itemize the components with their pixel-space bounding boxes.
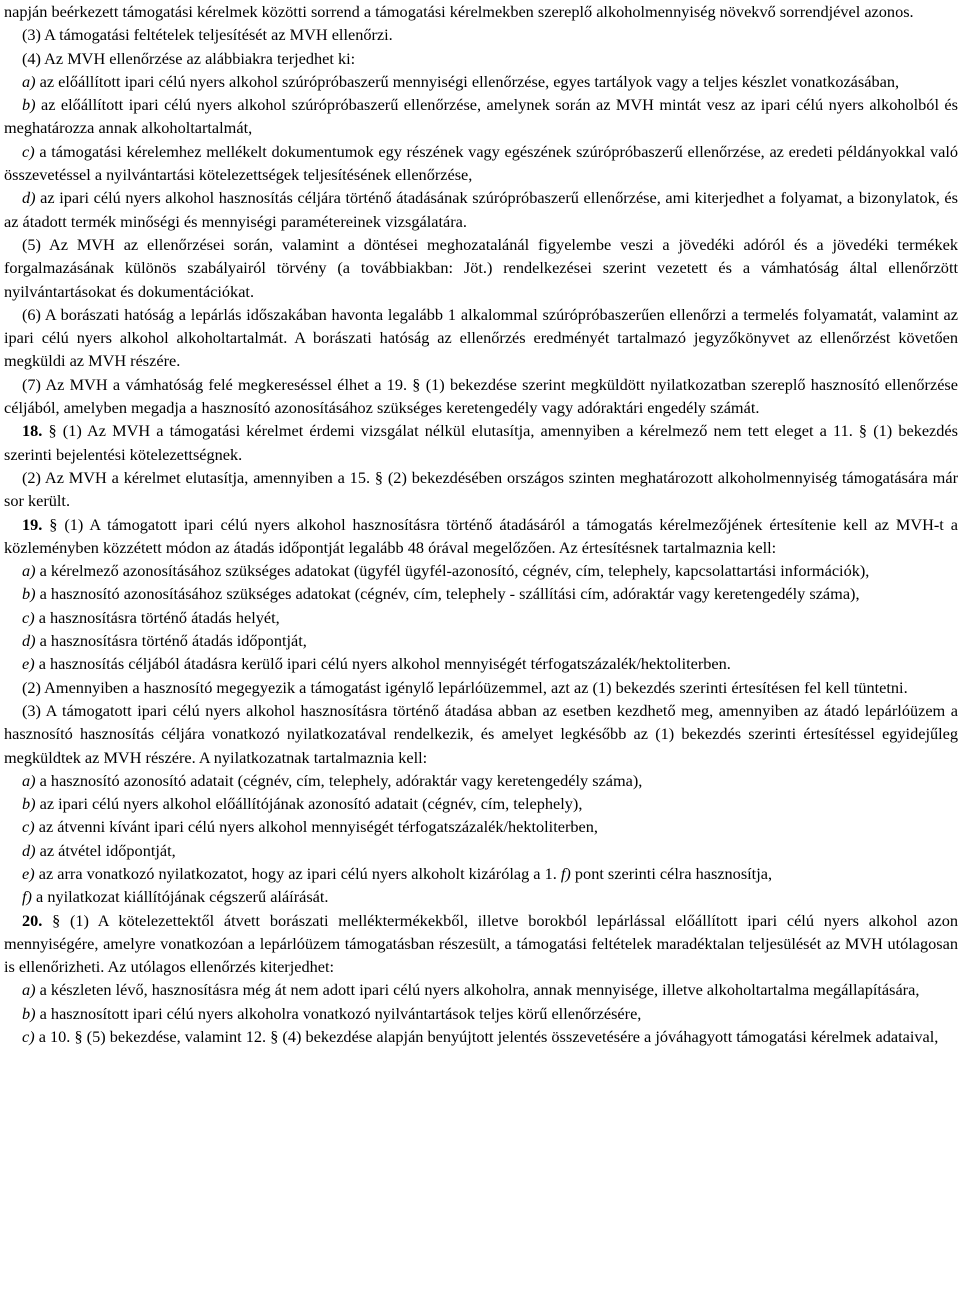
paragraph-text: (5) Az MVH az ellenőrzései során, valamint a döntései meghozatalánál figyelembe veszi a jövedéki adóról és a jövedéki termékek forgalmazásának különös szabályairól törvény (a továbbiakban: Jöt.) rendelkezései szerint vezetett és a vámhatóság által ellenőrzött nyilvántartásokat és dokumentációkat. [4, 234, 958, 301]
paragraph-p11 [4, 466, 958, 513]
paragraph-p10 [4, 419, 958, 466]
item-label: b) [22, 794, 36, 814]
paragraph-text: a készleten lévő, hasznosításra még át nem adott ipari célú nyers alkoholra, annak mennyisége, illetve alkoholtartalma megállapítására, [35, 980, 920, 1000]
paragraph-text: (3) A támogatott ipari célú nyers alkohol hasznosításra történő átadása abban az esetben kezdhető meg, amennyiben az átadó lepárlóüzem a hasznosító hasznosítás céljára vonatkozó nyilatkozatával rendelkezik, és amelyet legkésőbb az (1) bekezdés szerinti értesítéssel egyidejűleg megküldtek az MVH részére. A nyilatkozatnak tartalmaznia kell: [4, 700, 958, 767]
item-label: b) [22, 95, 36, 115]
paragraph-p7 [4, 233, 958, 303]
paragraph-p26 [4, 909, 958, 979]
paragraph-text: (6) A borászati hatóság a lepárlás időszakában havonta legalább 1 alkalommal szúrópróbaszerűen ellenőrzi a termelés folyamatát, valamint az ipari célú nyers alkohol alkoholtartalmát. A borászati hatóság az ellenőrzés eredményét tartalmazó jegyzőkönyvet az ellenőrzést követően megküldi az MVH részére. [4, 304, 958, 371]
paragraph-text: az ipari célú nyers alkohol hasznosítás céljára történő átadásának szúrópróbaszerű ellenőrzése, ami kiterjedhet a folyamat, a bizonylatok, és az átadott termék minőségi és mennyiségi paramétereinek vizsgálatára. [4, 188, 958, 231]
paragraph-p13 [4, 559, 958, 582]
paragraph-text: (4) Az MVH ellenőrzése az alábbiakra terjedhet ki: [22, 48, 356, 68]
item-label: d) [22, 840, 36, 860]
paragraph-p15 [4, 606, 958, 629]
paragraph-p22 [4, 815, 958, 838]
paragraph-text: az előállított ipari célú nyers alkohol szúrópróbaszerű ellenőrzése, amelynek során az MVH mintát vesz az ipari célú nyers alkoholból és meghatározza annak alkoholtartalmát, [4, 95, 958, 138]
item-label: c) [22, 141, 35, 161]
paragraph-p25 [4, 885, 958, 908]
paragraph-text: az előállított ipari célú nyers alkohol szúrópróbaszerű mennyiségi ellenőrzése, egyes tartályok vagy a teljes készlet vonatkozásában, [35, 71, 900, 91]
item-label: a) [22, 980, 36, 1000]
paragraph-text: az arra vonatkozó nyilatkozatot, hogy az ipari célú nyers alkoholt kizárólag a 1. [34, 863, 561, 883]
paragraph-text: napján beérkezett támogatási kérelmek közötti sorrend a támogatási kérelmekben szereplő alkoholmennyiség növekvő sorrendjével azonos. [4, 2, 914, 21]
paragraph-text: a hasznosítás céljából átadásra kerülő ipari célú nyers alkohol mennyiségét térfogatszázalék/hektoliterben. [34, 654, 731, 674]
paragraph-text: az átvenni kívánt ipari célú nyers alkohol mennyiségét térfogatszázalék/hektoliterben, [34, 817, 598, 837]
paragraph-p16 [4, 629, 958, 652]
paragraph-text: (3) A támogatási feltételek teljesítését az MVH ellenőrzi. [22, 25, 393, 45]
paragraph-text: § (1) A támogatott ipari célú nyers alkohol hasznosításra történő átadásáról a támogatás kérelmezőjének értesítenie kell az MVH-t a közleményben közzétett módon az átadás időpontját legalább 48 órával megelőzően. Az értesítésnek tartalmaznia kell: [4, 514, 958, 557]
item-label: e) [22, 654, 35, 674]
paragraph-p4 [4, 93, 958, 140]
item-label: f) [22, 887, 32, 907]
paragraph-p19 [4, 699, 958, 769]
paragraph-text: a hasznosító azonosító adatait (cégnév, cím, telephely, adóraktár vagy keretengedély száma), [35, 770, 643, 790]
item-label: f) [560, 863, 571, 883]
paragraph-p8 [4, 303, 958, 373]
section-number: 19. [22, 514, 43, 534]
item-label: a) [22, 71, 36, 91]
paragraph-text: az ipari célú nyers alkohol előállítójának azonosító adatait (cégnév, cím, telephely), [35, 794, 583, 814]
paragraph-text: a hasznosító azonosításához szükséges adatokat (cégnév, cím, telephely - szállítási cím, adóraktár vagy keretengedély száma), [35, 584, 860, 604]
paragraph-p21 [4, 792, 958, 815]
paragraph-text: § (1) Az MVH a támogatási kérelmet érdemi vizsgálat nélkül elutasítja, amennyiben a kérelmező nem tett eleget a 11. § (1) bekezdés szerinti bejelentési kötelezettségnek. [4, 421, 958, 464]
paragraph-p24 [4, 862, 958, 885]
paragraph-p1 [4, 23, 958, 46]
item-label: d) [22, 631, 36, 651]
paragraph-p27 [4, 978, 958, 1001]
paragraph-p12 [4, 513, 958, 560]
paragraph-text: a kérelmező azonosításához szükséges adatokat (ügyfél ügyfél-azonosító, cégnév, cím, telephely, kapcsolattartási információk), [35, 561, 870, 581]
paragraph-p6 [4, 186, 958, 233]
paragraph-text: a hasznosított ipari célú nyers alkoholra vonatkozó nyilvántartások teljes körű ellenőrzésére, [35, 1003, 642, 1023]
item-label: c) [22, 1027, 35, 1047]
paragraph-p9 [4, 373, 958, 420]
paragraph-text: a támogatási kérelemhez mellékelt dokumentumok egy részének vagy egészének szúrópróbaszerű ellenőrzése, az eredeti példányokkal való összevetéssel a nyilvántartási kötelezettségek teljesítésének ellenőrzése, [4, 141, 958, 185]
paragraph-p0 [4, 0, 958, 23]
paragraph-text: § (1) A kötelezettektől átvett borászati melléktermékekből, illetve borokból lepárlással előállított ipari célú nyers alkohol azon mennyiségére, amelyre vonatkozóan a lepárlóüzem támogatásban részesült, a támogatási feltételek maradéktalan teljesülését az MVH utólagosan is ellenőrizheti. Az utólagos ellenőrzés kiterjedhet: [4, 910, 958, 977]
paragraph-text: (2) Amennyiben a hasznosító megegyezik a támogatást igénylő lepárlóüzemmel, azt az (1) bekezdés szerinti értesítésen fel kell tüntetni. [22, 677, 908, 697]
paragraph-p2 [4, 47, 958, 70]
paragraph-p3 [4, 70, 958, 93]
paragraph-text: (2) Az MVH a kérelmet elutasítja, amennyiben a 15. § (2) bekezdésében országos szinten meghatározott alkoholmennyiség támogatására már sor került. [4, 467, 958, 511]
item-label: b) [22, 584, 36, 604]
item-label: c) [22, 817, 35, 837]
paragraph-text: az átvétel időpontját, [35, 840, 176, 860]
paragraph-text: (7) Az MVH a vámhatóság felé megkereséssel élhet a 19. § (1) bekezdése szerint megküldött nyilatkozatban szereplő hasznosító ellenőrzése céljából, amelyben megadja a hasznosító azonosításához szükséges keretengedély vagy adóraktári engedély számát. [4, 374, 958, 418]
section-number: 20. [22, 910, 43, 930]
paragraph-text: a 10. § (5) bekezdése, valamint 12. § (4) bekezdése alapján benyújtott jelentés összevetésére a jóváhagyott támogatási kérelmek adataival, [34, 1027, 939, 1047]
paragraph-p23 [4, 839, 958, 862]
paragraph-p14 [4, 582, 958, 605]
paragraph-text: pont szerinti célra hasznosítja, [570, 863, 773, 883]
paragraph-p20 [4, 769, 958, 792]
paragraph-text: a hasznosításra történő átadás helyét, [34, 607, 280, 627]
paragraph-p29 [4, 1025, 958, 1048]
paragraph-p5 [4, 140, 958, 187]
paragraph-p28 [4, 1002, 958, 1025]
item-label: a) [22, 561, 36, 581]
paragraph-text: a hasznosításra történő átadás időpontját, [35, 631, 307, 651]
item-label: d) [22, 188, 36, 208]
item-label: a) [22, 770, 36, 790]
paragraph-p18 [4, 676, 958, 699]
paragraph-text: a nyilatkozat kiállítójának cégszerű aláírását. [31, 887, 329, 907]
item-label: b) [22, 1003, 36, 1023]
paragraph-p17 [4, 652, 958, 675]
item-label: e) [22, 863, 35, 883]
item-label: c) [22, 607, 35, 627]
section-number: 18. [22, 421, 43, 441]
